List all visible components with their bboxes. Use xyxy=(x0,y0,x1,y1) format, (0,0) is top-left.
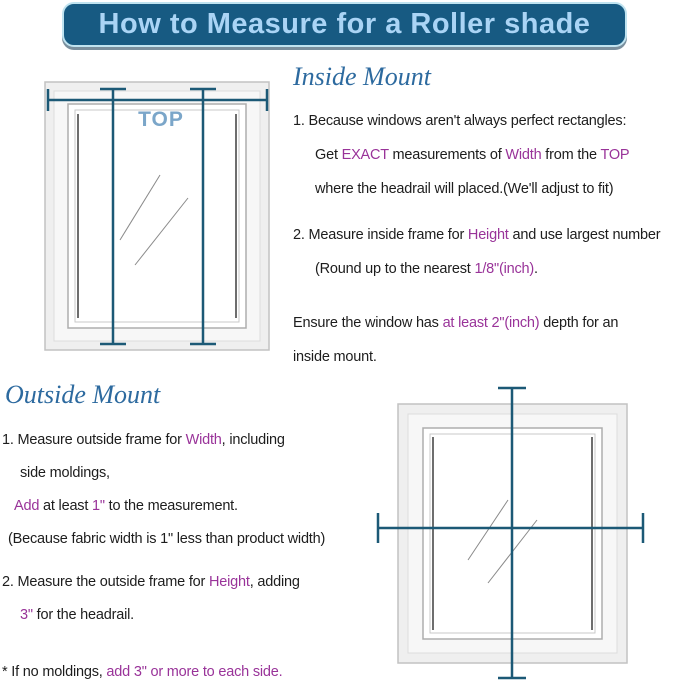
inside-mount-window-illustration xyxy=(38,78,283,360)
paragraph xyxy=(293,104,679,206)
plain-text: 1. Because windows aren't always perfect rectangles: xyxy=(293,113,627,129)
plain-text: inside mount. xyxy=(293,349,377,365)
text-line xyxy=(2,566,377,599)
paragraph xyxy=(2,424,377,556)
plain-text: from the xyxy=(541,147,601,163)
text-line xyxy=(2,490,377,523)
plain-text: measurements of xyxy=(388,147,506,163)
plain-text: 1. Measure outside frame for xyxy=(2,432,186,448)
plain-text: * If no moldings, xyxy=(2,664,107,680)
highlighted-text: Height xyxy=(208,574,250,590)
plain-text: and use largest number xyxy=(508,227,661,243)
outside-mount-window-illustration xyxy=(368,372,668,682)
highlighted-text: Add xyxy=(14,498,40,514)
text-line xyxy=(293,104,679,138)
text-line xyxy=(293,138,679,172)
plain-text: to the measurement. xyxy=(104,498,238,514)
window-drawing-outside xyxy=(368,372,668,682)
highlighted-text: 1" xyxy=(92,498,105,514)
plain-text: Get xyxy=(315,147,342,163)
plain-text: at least xyxy=(39,498,93,514)
text-line xyxy=(2,599,377,632)
text-line xyxy=(2,523,377,556)
text-line xyxy=(2,424,377,457)
highlighted-text: EXACT xyxy=(341,147,389,163)
plain-text: . xyxy=(534,261,538,277)
plain-text: (Round up to the nearest xyxy=(315,261,475,277)
text-line xyxy=(293,252,679,286)
highlighted-text: Width xyxy=(505,147,542,163)
highlighted-text: add 3" or more to each side. xyxy=(106,664,283,680)
plain-text: Ensure the window has xyxy=(293,315,443,331)
outside-mount-instructions xyxy=(2,424,377,685)
text-line xyxy=(293,218,679,252)
inside-mount-instructions xyxy=(293,104,679,374)
highlighted-text: TOP xyxy=(600,147,630,163)
text-line xyxy=(2,457,377,490)
inside-mount-section xyxy=(293,62,679,374)
header-banner xyxy=(62,2,627,47)
top-label: TOP xyxy=(138,108,184,131)
plain-text: depth for an xyxy=(539,315,619,331)
page-title: How to Measure for a Roller shade xyxy=(98,8,591,40)
plain-text: 2. Measure the outside frame for xyxy=(2,574,209,590)
paragraph xyxy=(293,218,679,286)
text-line xyxy=(293,172,679,206)
highlighted-text: at least 2"(inch) xyxy=(442,315,540,331)
outside-mount-section xyxy=(2,380,377,685)
plain-text: side moldings, xyxy=(20,465,110,481)
highlighted-text: 1/8"(inch) xyxy=(474,261,535,277)
highlighted-text: Width xyxy=(185,432,222,448)
text-line xyxy=(293,306,679,340)
text-line xyxy=(2,656,377,685)
plain-text: (Because fabric width is 1" less than product width) xyxy=(8,531,326,547)
highlighted-text: 3" xyxy=(20,607,33,623)
plain-text: , adding xyxy=(249,574,300,590)
inside-mount-heading: Inside Mount xyxy=(293,62,431,91)
paragraph xyxy=(2,656,377,685)
outside-mount-heading: Outside Mount xyxy=(5,380,161,409)
plain-text: , including xyxy=(221,432,285,448)
plain-text: for the headrail. xyxy=(32,607,134,623)
plain-text: 2. Measure inside frame for xyxy=(293,227,468,243)
text-line xyxy=(293,340,679,374)
plain-text: where the headrail will placed.(We'll adjust to fit) xyxy=(315,181,614,197)
paragraph xyxy=(293,306,679,374)
highlighted-text: Height xyxy=(467,227,509,243)
paragraph xyxy=(2,566,377,632)
